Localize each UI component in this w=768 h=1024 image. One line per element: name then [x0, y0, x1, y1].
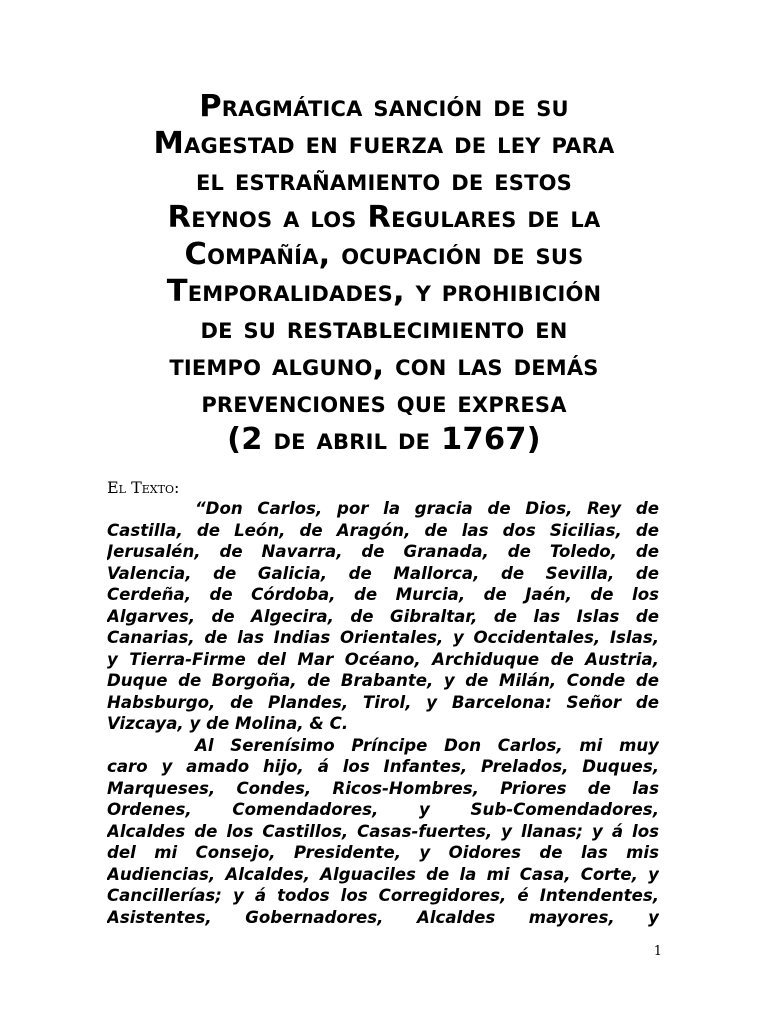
body-line: Canarias, de las Indias Orientales, y Occidentales, Islas, — [107, 628, 659, 647]
body-line: Marqueses, Condes, Ricos-Hombres, Priores de las — [107, 778, 659, 798]
body-line: caro y amado hijo, á los Infantes, Prelados, Duques, — [107, 757, 659, 776]
body-line: Al Serenísimo Príncipe Don Carlos, mi muy — [195, 735, 659, 755]
page-number: 1 — [653, 944, 662, 959]
body-line: Duque de Borgoña, de Brabante, y de Milán, Conde de — [107, 671, 659, 690]
body-line: Castilla, de León, de Aragón, de las dos Sicilias, de — [107, 520, 659, 540]
body-line: Asistentes, Gobernadores, Alcaldes mayores, y — [107, 907, 659, 927]
body-line: Cerdeña, de Córdoba, de Murcia, de Jaén, de los — [107, 585, 659, 604]
title-line: Reynos a los Regulares de la — [167, 200, 601, 235]
body-line: Alcaldes de los Castillos, Casas-fuertes, y llanas; y á los — [107, 821, 659, 841]
body-line: Ordenes, Comendadores, y Sub-Comendadores, — [107, 800, 659, 819]
body-line: Jerusalén, de Navarra, de Granada, de Toledo, de — [107, 542, 659, 561]
body-line: del mi Consejo, Presidente, y Oidores de las mis — [107, 843, 659, 862]
body-line: Habsburgo, de Plandes, Tirol, y Barcelona: Señor de — [107, 692, 659, 712]
title-line: el estrañamiento de estos — [196, 163, 572, 198]
title-line: Pragmática sanción de su — [199, 89, 569, 124]
title-line: Magestad en fuerza de ley para — [153, 126, 615, 161]
title-date-line: (2 de abril de 1767) — [227, 422, 541, 457]
section-label: El Texto: — [107, 478, 180, 497]
body-line: Cancillerías; y á todos los Corregidores, é Intendentes, — [107, 886, 659, 905]
body-line: y Tierra-Firme del Mar Océano, Archiduque de Austria, — [107, 649, 659, 669]
title-line: de su restablecimiento en — [200, 311, 568, 346]
document-title — [90, 88, 678, 458]
title-line: prevenciones que expresa — [201, 385, 567, 420]
body-line: Valencia, de Galicia, de Mallorca, de Sevilla, de — [107, 563, 659, 583]
title-line: Compañía, ocupación de sus — [184, 237, 584, 272]
title-line: tiempo alguno, con las demás — [169, 348, 599, 383]
body-text — [107, 498, 659, 928]
body-line: “Don Carlos, por la gracia de Dios, Rey de — [195, 499, 659, 518]
body-line: Audiencias, Alcaldes, Alguaciles de la mi Casa, Corte, y — [107, 864, 659, 884]
body-line: Vizcaya, y de Molina, & C. — [107, 714, 349, 733]
title-line: Temporalidades, y prohibición — [166, 274, 602, 309]
body-line: Algarves, de Algecira, de Gibraltar, de las Islas de — [107, 606, 659, 626]
